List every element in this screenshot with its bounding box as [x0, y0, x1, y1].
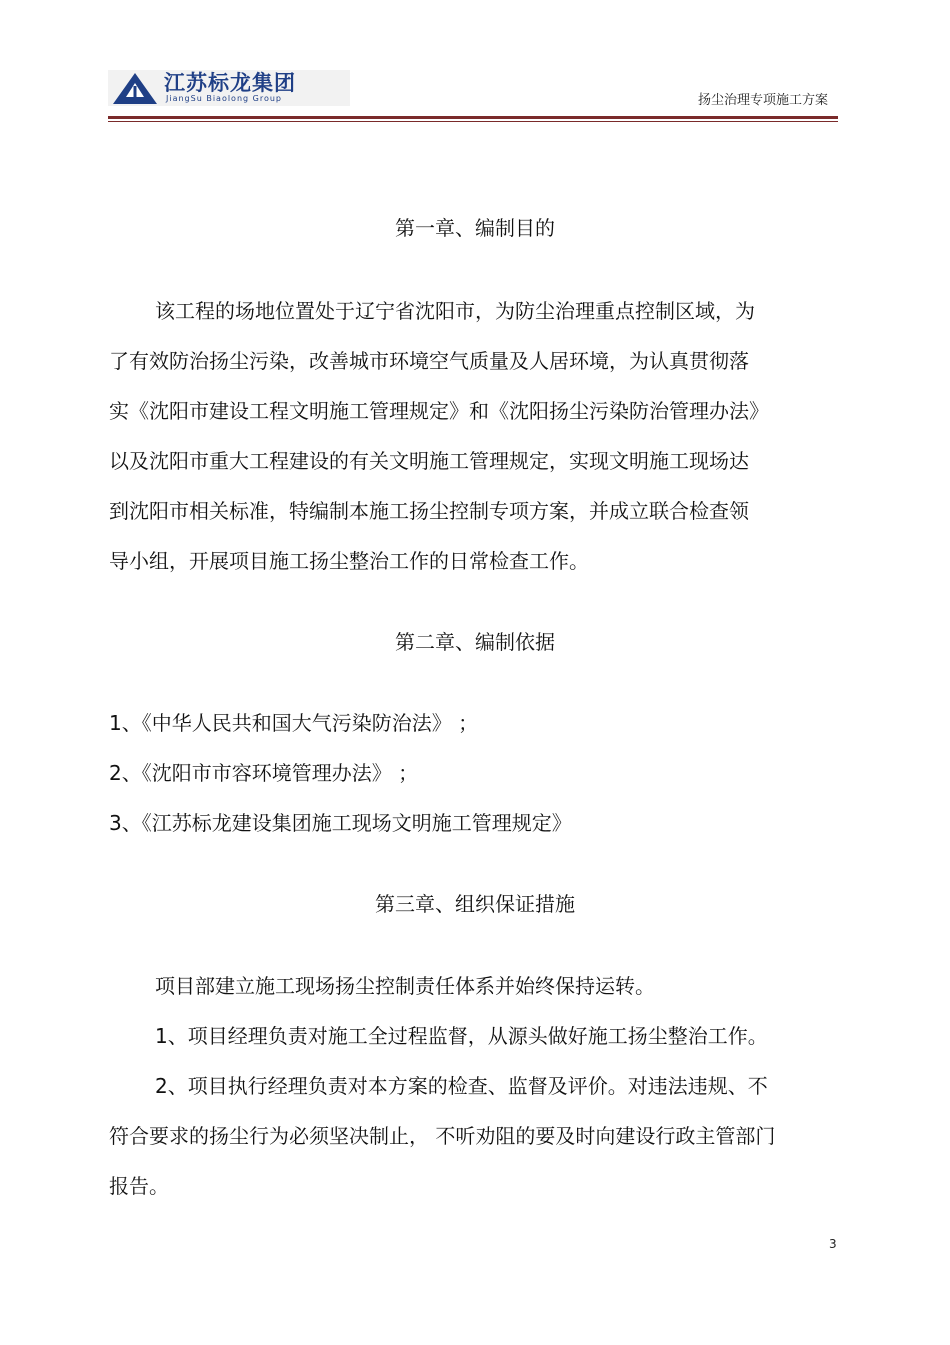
- document-header-title: 扬尘治理专项施工方案: [697, 93, 828, 108]
- logo-text-en: JiangSu Biaolong Group: [166, 94, 282, 103]
- chapter-3-title: 第三章、组织保证措施: [375, 892, 575, 916]
- paragraph-line: 报告。: [109, 1174, 169, 1198]
- paragraph-line: 符合要求的扬尘行为必须坚决制止， 不听劝阻的要及时向建设行政主管部门: [109, 1124, 776, 1148]
- logo-text-cn: 江苏标龙集团: [164, 71, 296, 95]
- company-logo: [108, 70, 350, 106]
- paragraph-line: 以及沈阳市重大工程建设的有关文明施工管理规定，实现文明施工现场达: [109, 449, 749, 473]
- chapter-2-title: 第二章、编制依据: [395, 630, 555, 654]
- paragraph-line: 导小组，开展项目施工扬尘整治工作的日常检查工作。: [109, 549, 589, 573]
- paragraph-line: 实《沈阳市建设工程文明施工管理规定》和《沈阳扬尘污染防治管理办法》: [109, 399, 769, 423]
- paragraph-line: 项目部建立施工现场扬尘控制责任体系并始终保持运转。: [155, 974, 655, 998]
- header-rule-thin: [108, 121, 838, 122]
- list-item: 1、《中华人民共和国大气污染防治法》 ；: [109, 711, 479, 735]
- list-item: 2、《沈阳市市容环境管理办法》 ；: [109, 761, 419, 785]
- logo-mark-icon: [110, 71, 160, 105]
- paragraph-line: 了有效防治扬尘污染，改善城市环境空气质量及人居环境，为认真贯彻落: [109, 349, 749, 373]
- chapter-1-title: 第一章、编制目的: [395, 216, 555, 240]
- paragraph-line: 到沈阳市相关标准，特编制本施工扬尘控制专项方案，并成立联合检查领: [109, 499, 749, 523]
- list-item: 2、项目执行经理负责对本方案的检查、监督及评价。对违法违规、不: [155, 1074, 768, 1098]
- page-number: 3: [829, 1237, 837, 1251]
- list-item: 3、《江苏标龙建设集团施工现场文明施工管理规定》: [109, 811, 572, 835]
- list-item: 1、项目经理负责对施工全过程监督，从源头做好施工扬尘整治工作。: [155, 1024, 768, 1048]
- header-rule-thick: [108, 116, 838, 119]
- paragraph-line: 该工程的场地位置处于辽宁省沈阳市，为防尘治理重点控制区域，为: [155, 299, 755, 323]
